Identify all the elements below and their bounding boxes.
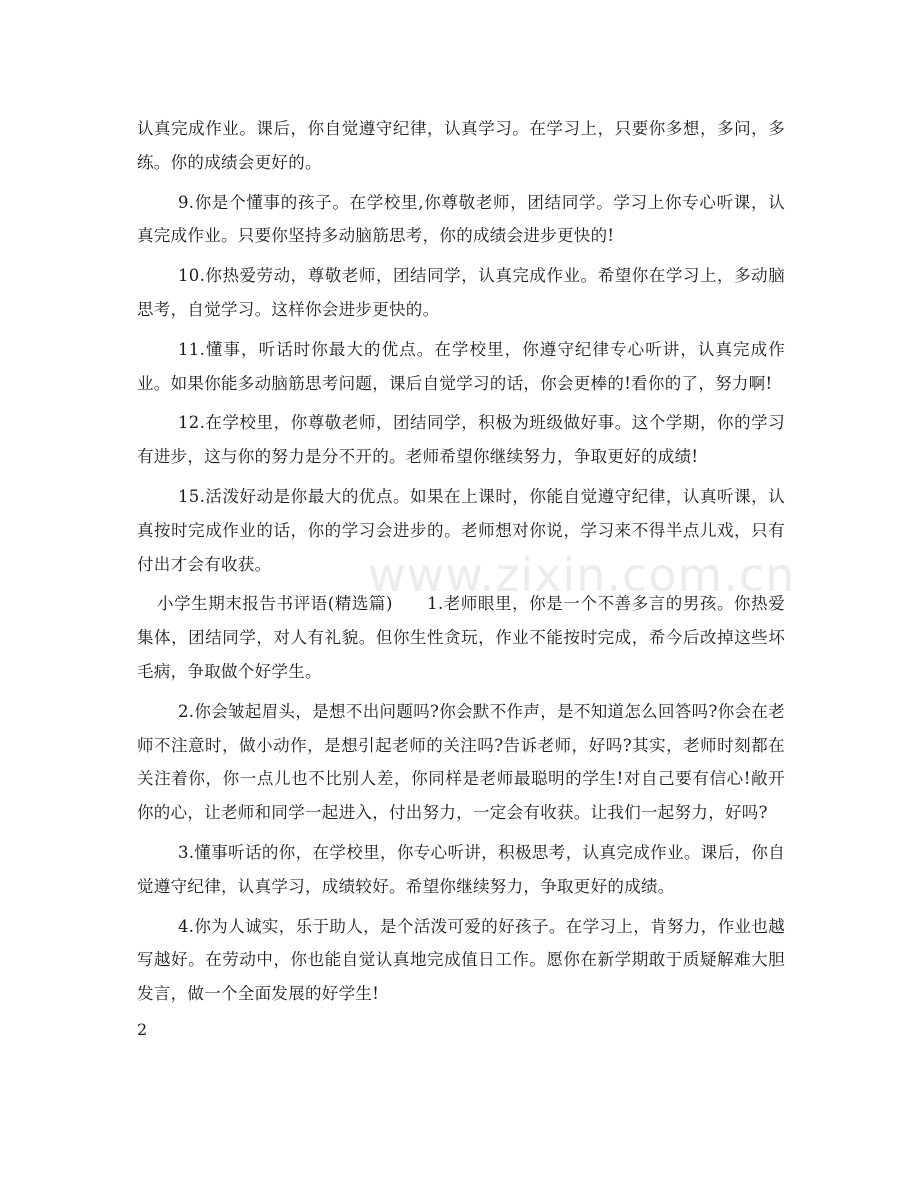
paragraph-comment-2: 2.你会皱起眉头，是想不出问题吗?你会默不作声，是不知道怎么回答吗?你会在老师不注意时，做小动作，是想引起老师的关注吗?告诉老师，好吗?其实，老师时刻都在关注着你，你一点儿也不比别人差，你同样是老师最聪明的学生!对自己要有信心!敞开你的心，让老师和同学一起进入，付出努力，一定会有收获。让我们一起努力，好吗? (137, 701, 785, 823)
paragraph-section-selected: 小学生期末报告书评语(精选篇) 1.老师眼里，你是一个不善多言的男孩。你热爱集体，团结同学，对人有礼貌。但你生性贪玩，作业不能按时完成，希今后改掉这些坏毛病，争取做个好学生。 (137, 594, 785, 681)
paragraph-comment-4: 4.你为人诚实，乐于助人，是个活泼可爱的好孩子。在学习上，肯努力，作业也越写越好。在劳动中，你也能自觉认真地完成值日工作。愿你在新学期敢于质疑解难大胆发言，做一个全面发展的好学生! (137, 916, 785, 1004)
paragraph-continuation: 认真完成作业。课后，你自觉遵守纪律，认真学习。在学习上，只要你多想，多问，多练。你的成绩会更好的。 (137, 119, 785, 172)
document-body (137, 112, 785, 1017)
paragraph-comment-11: 11.懂事，听话时你最大的优点。在学校里，你遵守纪律专心听讲，认真完成作业。如果你能多动脑筋思考问题，课后自觉学习的话，你会更棒的!看你的了，努力啊! (137, 339, 785, 393)
page-number: 2 (137, 1020, 148, 1039)
paragraph-comment-10: 10.你热爱劳动，尊敬老师，团结同学，认真完成作业。希望你在学习上，多动脑思考，自觉学习。这样你会进步更快的。 (137, 266, 785, 319)
watermark-text: www.zixin.com.cn (368, 548, 796, 602)
paragraph-comment-15: 15.活泼好动是你最大的优点。如果在上课时，你能自觉遵守纪律，认真听课，认真按时完成作业的话，你的学习会进步的。老师想对你说，学习来不得半点儿戏，只有付出才会有收获。 (137, 486, 785, 574)
paragraph-comment-3: 3.懂事听话的你，在学校里，你专心听讲，积极思考，认真完成作业。课后，你自觉遵守纪律，认真学习，成绩较好。希望你继续努力，争取更好的成绩。 (137, 842, 785, 896)
paragraph-comment-12: 12.在学校里，你尊敬老师，团结同学，积极为班级做好事。这个学期，你的学习有进步，这与你的努力是分不开的。老师希望你继续努力，争取更好的成绩! (137, 413, 785, 467)
paragraph-comment-9: 9.你是个懂事的孩子。在学校里,你尊敬老师，团结同学。学习上你专心听课，认真完成作业。只要你坚持多动脑筋思考，你的成绩会进步更快的! (137, 192, 785, 246)
